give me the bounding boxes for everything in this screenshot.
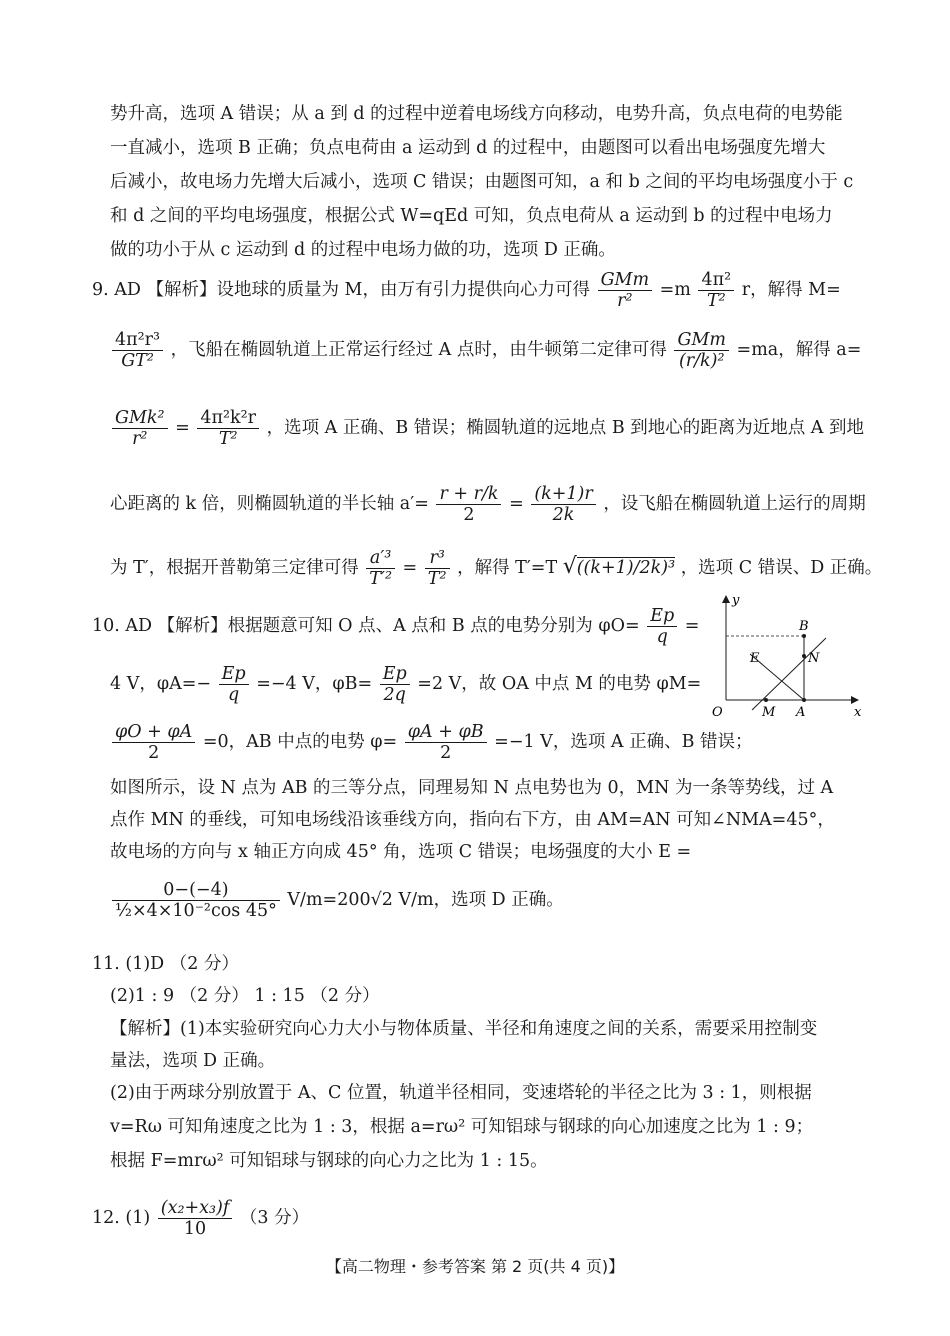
label-x: x: [854, 705, 862, 717]
fraction-phi-ab: $\frac{\varphi A + \varphi B}{2}$: [405, 722, 487, 763]
text-line: 一直减小，选项 B 正确；负点电荷由 a 运动到 d 的过程中，由题图可以看出电场强度先增大: [110, 138, 826, 158]
text-line: 【解析】(1)本实验研究向心力大小与物体质量、半径和角速度之间的关系，需要采用控制变: [110, 1019, 818, 1039]
fraction-r3-t2: $\frac{\text{r³}}{\text{T²}}$: [425, 548, 450, 589]
point-b: [802, 634, 806, 638]
q10-text: =: [684, 616, 700, 637]
text-line: (2)由于两球分别放置于 A、C 位置，轨道半径相同，变速塔轮的半径之比为 3 : 1，则根据: [110, 1083, 812, 1103]
text-line: 故电场的方向与 x 轴正方向成 45° 角，选项 C 错误；电场强度的大小 E =: [110, 842, 692, 862]
q9-text: =ma，解得 a=: [736, 340, 862, 361]
fraction-4pi2-t2: $\frac{\text{4π²}}{\text{T²}}$: [698, 270, 734, 311]
label-e: E: [750, 651, 760, 666]
q10-text: =2 V，故 OA 中点 M 的电势 φM=: [417, 674, 702, 695]
q10-line-2: [110, 664, 701, 705]
q10-line-3: [110, 722, 753, 763]
q9-text: =m: [659, 280, 691, 301]
q9-line-2: [110, 330, 861, 371]
text-line: 点作 MN 的垂线，可知电场线沿该垂线方向，指向右下方，由 AM=AN 可知∠NMA=45°，: [110, 810, 835, 830]
q9-text: ，设飞船在椭圆轨道上运行的周期: [603, 494, 866, 515]
fraction-x2x3f-10: $\frac{\text{(x₂+x₃)f}}{10}$: [158, 1198, 233, 1239]
text-line: 根据 F=mrω² 可知铝球与钢球的向心力之比为 1 : 15。: [110, 1151, 548, 1171]
label-a: A: [796, 705, 806, 717]
text-line: 如图所示，设 N 点为 AB 的三等分点，同理易知 N 点电势也为 0，MN 为一条等势线，过 A: [110, 778, 834, 798]
text-line: 量法，选项 D 正确。: [110, 1051, 276, 1071]
q9-line-1: [92, 270, 841, 311]
q9-line-3: [110, 408, 864, 449]
fraction-gmk2-r2: $\frac{\text{GMk²}}{\text{r²}}$: [112, 408, 168, 449]
text-line: v=Rω 可知角速度之比为 1 : 3，根据 a=rω² 可知铝球与钢球的向心加速度之比为 1 : 9；: [110, 1117, 814, 1137]
fraction-4pi2r3-gt2: $\frac{\text{4π²r³}}{\text{GT²}}$: [112, 330, 163, 371]
q9-text: ，选项 A 正确、B 错误；椭圆轨道的远地点 B 到地心的距离为近地点 A 到地: [266, 418, 865, 439]
q12-text: 12. (1): [92, 1208, 151, 1229]
text-line: (2)1 : 9 （2 分） 1 : 15 （2 分）: [110, 986, 380, 1006]
fraction-ep-2q: $\frac{Ep}{2q}$: [380, 664, 410, 705]
coordinate-figure: [708, 592, 866, 717]
q9-line-5: [110, 548, 882, 589]
text-line: 和 d 之间的平均电场强度，根据公式 W=qEd 可知，负点电荷从 a 运动到 b 的过程中电场力: [110, 206, 833, 226]
fraction-k1r-2k: $\frac{(k+1)r}{2k}$: [531, 484, 595, 525]
label-b: B: [799, 619, 809, 634]
text-line: 势升高，选项 A 错误；从 a 到 d 的过程中逆着电场线方向移动，电势升高，负点电荷的电势能: [110, 104, 843, 124]
q10-line-1: [92, 606, 699, 647]
q9-text: ，飞船在椭圆轨道上正常运行经过 A 点时，由牛顿第二定律可得: [170, 340, 667, 361]
q10-line-7: [110, 880, 564, 921]
point-a: [802, 698, 806, 702]
q9-text: ，选项 C 错误、D 正确。: [680, 558, 883, 579]
fraction-ep-q: $\frac{Ep}{q}$: [647, 606, 677, 647]
label-m: M: [762, 705, 776, 717]
fraction-ep-q: $\frac{Ep}{q}$: [219, 664, 249, 705]
q9-line-4: [110, 484, 866, 525]
fraction-semi-major-axis: $\frac{r + r/k}{2}$: [436, 484, 501, 525]
label-n: N: [808, 651, 820, 666]
sqrt-body: ((k+1)/2k)³: [576, 558, 676, 579]
q12-line: [92, 1198, 309, 1239]
page-footer: 【高二物理・参考答案 第 2 页(共 4 页)】: [325, 1257, 625, 1276]
q12-text: （3 分）: [239, 1208, 310, 1229]
fraction-gmm-r2: $\frac{\text{GMm}}{\text{r²}}$: [598, 270, 653, 311]
fraction-phi-oa: $\frac{\varphi O + \varphi A}{2}$: [112, 722, 195, 763]
fraction-gmm-rk2: $\frac{\text{GMm}}{\text{(r/k)²}}$: [674, 330, 729, 371]
point-m: [764, 698, 768, 702]
q9-text: =: [175, 418, 190, 439]
equipotential-mn: [752, 638, 826, 710]
q9-text: 为 T′，根据开普勒第三定律可得: [110, 558, 359, 579]
q10-text: =0，AB 中点的电势 φ=: [202, 732, 398, 753]
q9-text: 心距离的 k 倍，则椭圆轨道的半长轴 a′=: [110, 494, 429, 515]
q9-text: =: [402, 558, 418, 579]
q9-text: r，解得 M=: [741, 280, 841, 301]
text-line: 11. (1)D （2 分）: [92, 954, 239, 974]
q10-text: 4 V，φA=−: [110, 674, 212, 695]
text-line: 做的功小于从 c 运动到 d 的过程中电场力做的功，选项 D 正确。: [110, 240, 616, 260]
text-line: 后减小，故电场力先增大后减小，选项 C 错误；由题图可知，a 和 b 之间的平均电场强度小于 c: [110, 172, 854, 192]
q10-text: 10. AD 【解析】根据题意可知 O 点、A 点和 B 点的电势分别为 φO=: [92, 616, 640, 637]
q9-text: 9. AD 【解析】设地球的质量为 M，由万有引力提供向心力可得: [92, 280, 590, 301]
q10-text: V/m=200√2 V/m，选项 D 正确。: [287, 890, 564, 911]
point-n: [802, 654, 806, 658]
q10-text: =−1 V，选项 A 正确、B 错误；: [494, 732, 753, 753]
fraction-a3-t2: $\frac{\text{a′³}}{\text{T′²}}$: [366, 548, 395, 589]
sqrt-sign: √: [562, 554, 577, 580]
q9-text: =: [509, 494, 524, 515]
label-o: O: [712, 705, 723, 717]
fraction-4pi2k2r-t2: $\frac{\text{4π²k²r}}{\text{T²}}$: [197, 408, 259, 449]
fraction-field-strength: $\frac{0-(-4)}{\text{½×4×10⁻²cos 45°}}$: [112, 880, 280, 921]
label-y: y: [732, 593, 740, 608]
q9-text: ，解得 T′=T: [457, 558, 558, 579]
q10-text: =−4 V，φB=: [256, 674, 373, 695]
